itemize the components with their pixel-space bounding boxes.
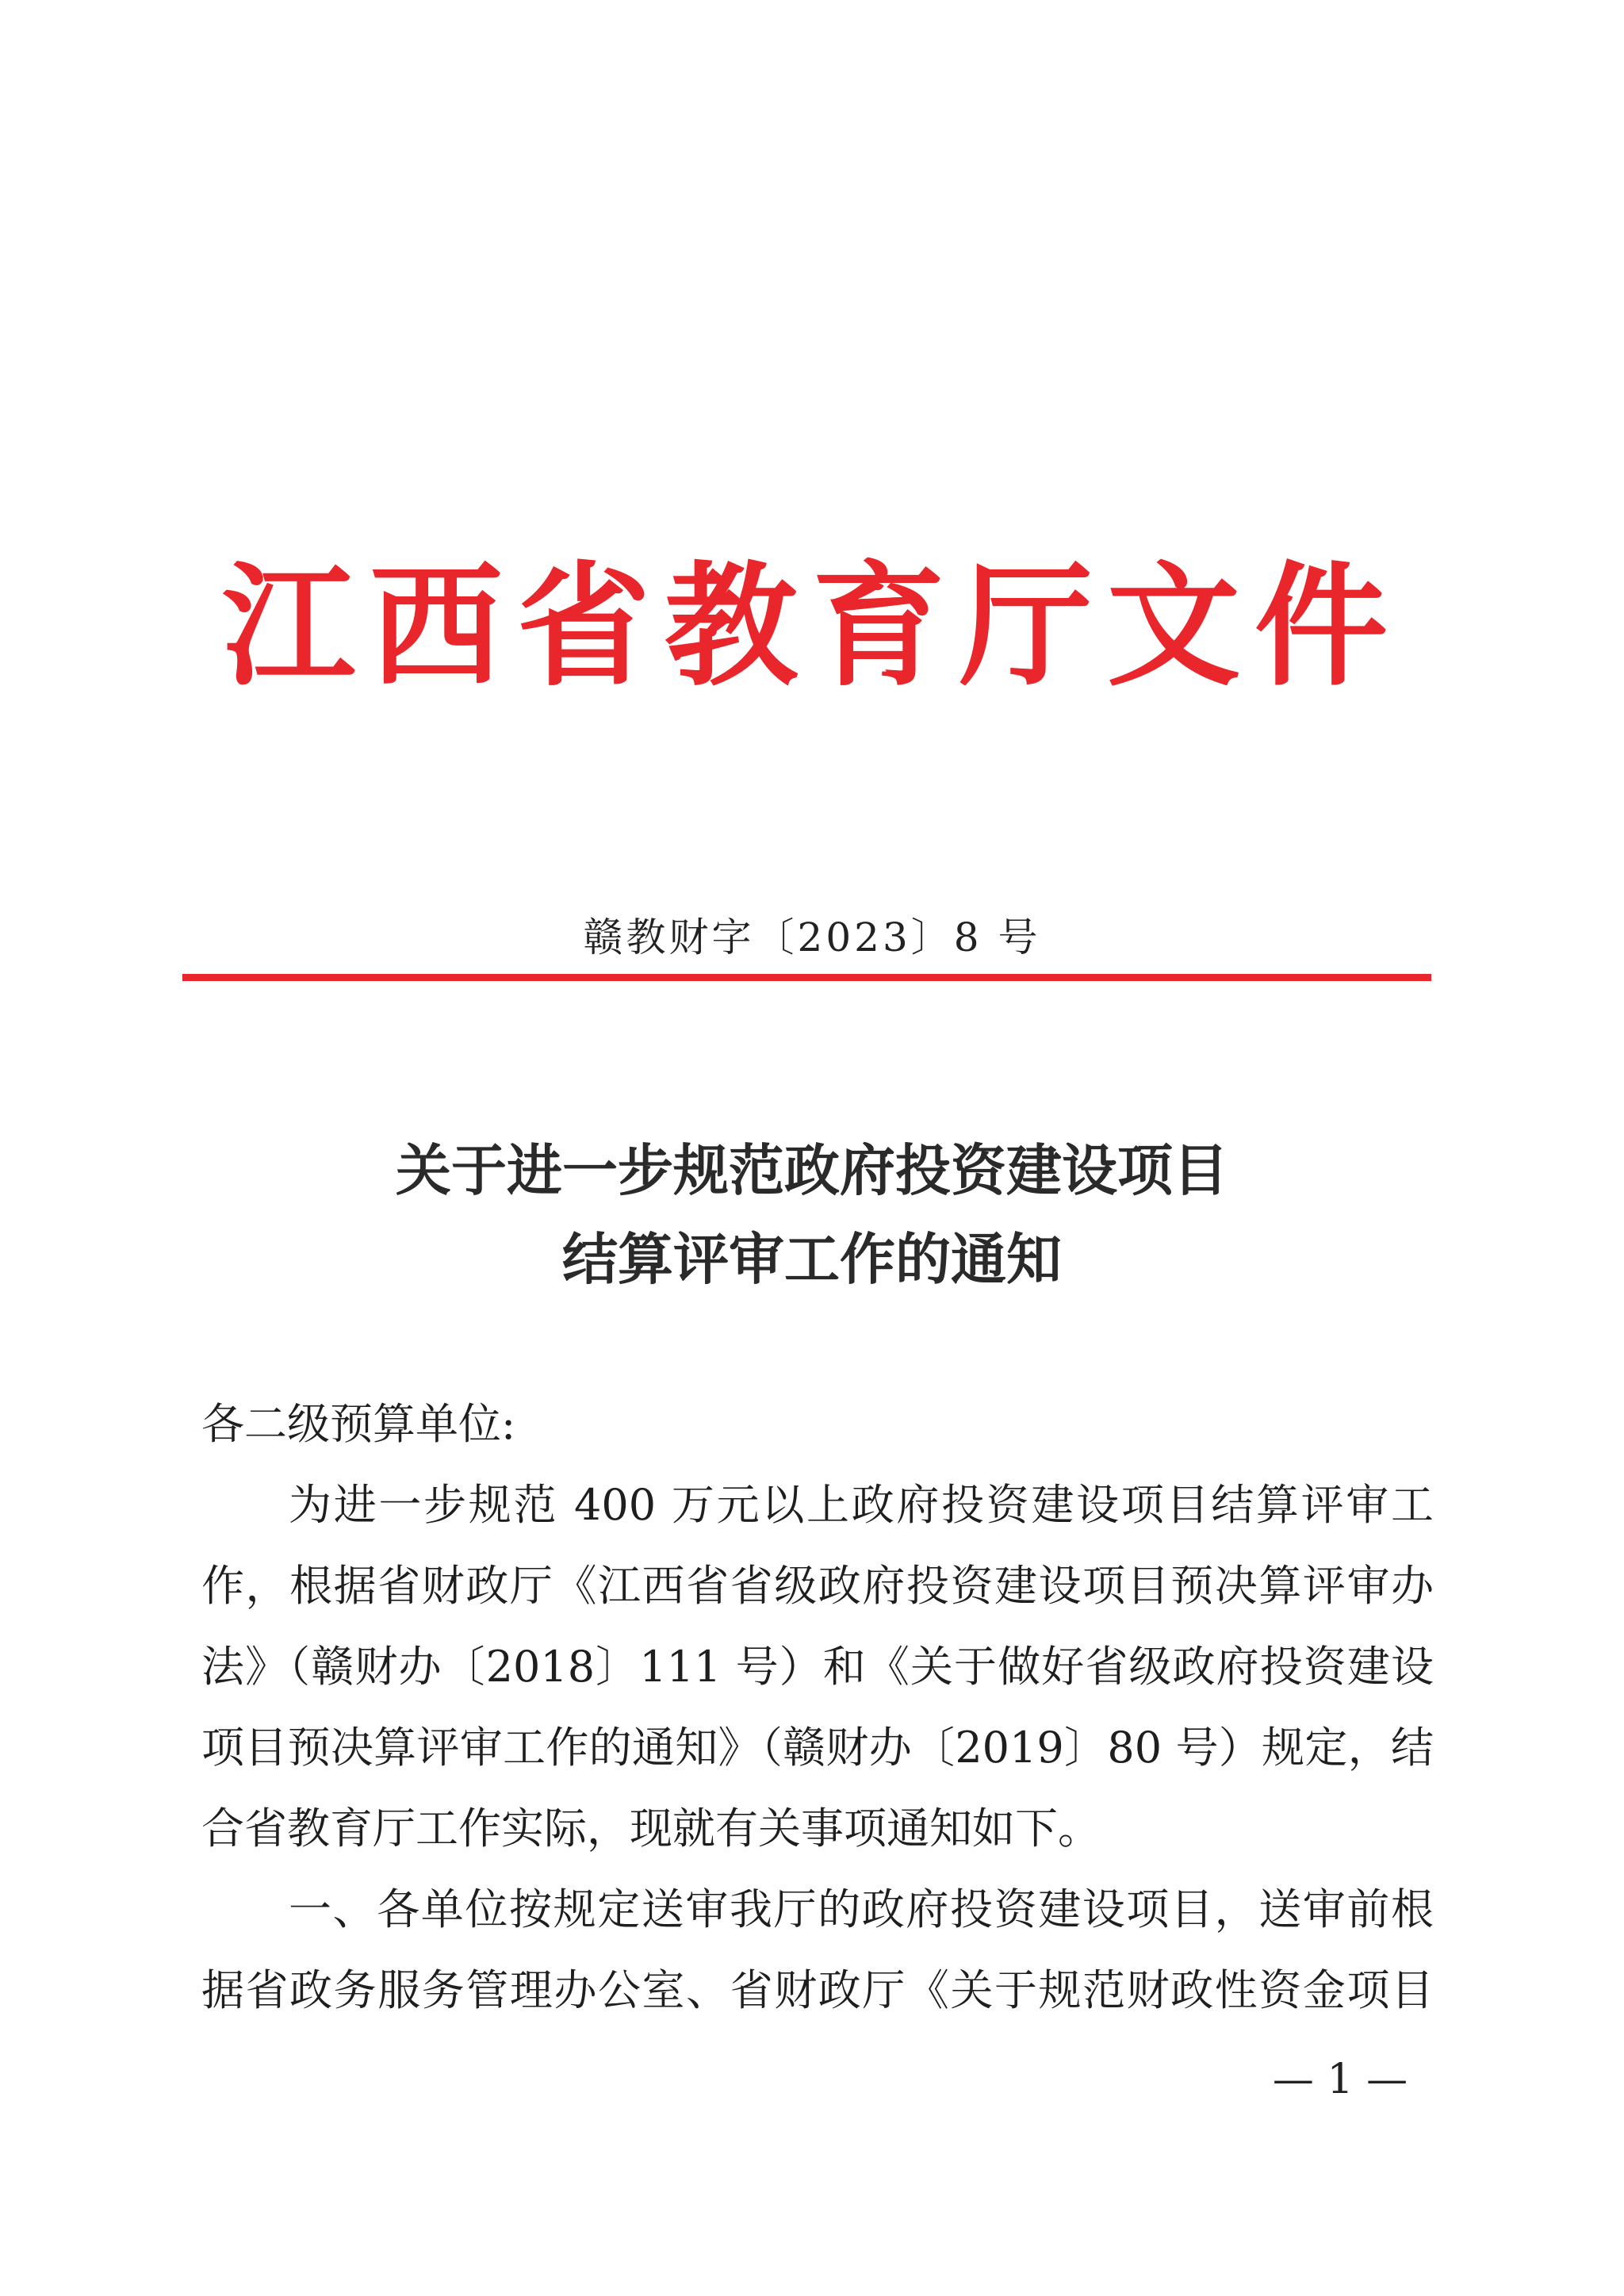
paragraph-1-line-1: 为进一步规范 400 万元以上政府投资建设项目结算评审工 — [289, 1480, 1434, 1530]
document-number: 赣教财字〔2023〕8 号 — [583, 914, 1041, 960]
red-divider-line — [182, 974, 1431, 981]
notice-title — [0, 1126, 1624, 1304]
page-number: — 1 — — [1272, 2056, 1408, 2103]
paragraph-1-line-5: 合省教育厅工作实际，现就有关事项通知如下。 — [201, 1803, 1101, 1853]
paragraph-2 — [201, 1869, 1434, 2031]
paragraph-2-line-1: 一、各单位按规定送审我厅的政府投资建设项目，送审前根 — [289, 1884, 1434, 1934]
paragraph-1-line-4: 项目预决算评审工作的通知》（赣财办〔2019〕80 号）规定，结 — [201, 1723, 1434, 1773]
notice-title-line-2: 结算评审工作的通知 — [562, 1226, 1062, 1292]
salutation: 各二级预算单位: — [201, 1399, 516, 1449]
paragraph-2-line-2: 据省政务服务管理办公室、省财政厅《关于规范财政性资金项目 — [201, 1965, 1434, 2015]
notice-title-line-1: 关于进一步规范政府投资建设项目 — [396, 1137, 1228, 1203]
notice-body — [201, 1384, 1434, 2031]
paragraph-1-line-3: 法》（赣财办〔2018〕111 号）和《关于做好省级政府投资建设 — [201, 1642, 1434, 1692]
paragraph-1-line-2: 作，根据省财政厅《江西省省级政府投资建设项目预决算评审办 — [201, 1561, 1434, 1611]
paragraph-1 — [201, 1465, 1434, 1869]
document-header-title: 江西省教育厅文件 — [222, 549, 1402, 704]
